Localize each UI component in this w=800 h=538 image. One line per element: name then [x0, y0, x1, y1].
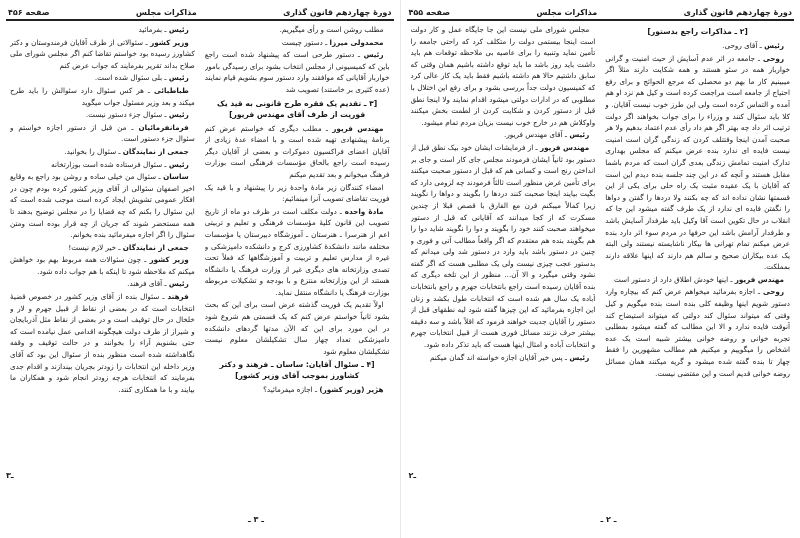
- speech-text: ـ بلی سئوال شده است.: [94, 73, 167, 83]
- page-number: صفحه ۴۵۵: [408, 8, 451, 17]
- transcript-paragraph: [205, 299, 390, 357]
- speech-text: ـ سئوال جزء دستور نیست.: [85, 110, 167, 120]
- section-heading: [۲ ـ مذاکرات راجع بدستور]: [647, 27, 748, 36]
- speech-text: ـ دستور طرحی است که پیشنهاد شده است راجع باین که کمیسیونی از مجلس انتخاب بشود برای رسیدگی بامور خواربار آقایانی که موافقند وارد دستور سوم بشویم قیام نمایند (عده کثیری بر خاستند) تصویب شد: [204, 50, 390, 94]
- speech-text: ـ آقای فرهند.: [127, 279, 167, 289]
- transcript-paragraph: [411, 352, 596, 364]
- page-number: صفحه ۴۵۶: [8, 8, 50, 17]
- transcript-paragraph: [205, 24, 390, 36]
- running-title: مذاکرات مجلس: [135, 8, 197, 17]
- transcript-paragraph: [10, 159, 195, 171]
- transcript-paragraph: [10, 146, 195, 158]
- transcript-paragraph: [10, 122, 195, 145]
- transcript-paragraph: [10, 171, 195, 241]
- header-rule: [407, 19, 795, 21]
- speech-text: ـ دولت مکلف است در ظرف دو ماه از تاریخ تصویب این قانون کلیهٔ مؤسسات فرهنگی و تعلیم و تربیتی اعم از هنرسرا ـ هنرستان ـ آموزشگاه دبیرستان یا مؤسسات مختلفه مانند دانشکدهٔ کشاورزی کرج و دانشکده دامپزشکی و غیره از مدارس تعلیم و تربیت و آموزشگاهها که فعلاً تحت تصدی وزارتخانه های دیگری غیر از وزارت فرهنگ یا دانشگاه هستند از این وزارتخانه منتزع و با بودجه و تشکیلات مربوطه بوزارت فرهنگ یا دانشگاه منتقل نماید.: [204, 206, 390, 297]
- left-column: [10, 24, 195, 518]
- transcript-paragraph: [605, 40, 790, 52]
- running-title: مذاکرات مجلس: [536, 8, 598, 17]
- speaker-name: رئیس: [168, 159, 189, 169]
- speaker-name: رئیس: [168, 73, 189, 83]
- transcript-paragraph: [205, 182, 390, 205]
- transcript-paragraph: [205, 123, 390, 181]
- speaker-name: رئیس: [168, 279, 189, 289]
- speech-text: ـ سئوال بنده از آقای وزیر کشور در خصوص قضیهٔ انتخابات است که در بعضی از نقاط از قبیل جهرم و لار و خلخال در حال توقیف است و در بعضی از نقاط مثل آذربایجان و شیراز از طرف دولت هیچگونه اقدامی عمل نیامده است که حتی بشنویم آراء را بخوانند و در حالت توقیف و وقفه نگاهداشته شده است منظور بنده از سئوال این بود که آقای وزیر داخله این انتخابات را زودتر بجریان بیندازند و اقدام جدی بفرمایند که انتخابات هرچه زودتر انجام شود و همکاران ما بیایند و با ما همکاری کنند.: [10, 292, 195, 394]
- transcript-paragraph: [605, 274, 790, 286]
- transcript-paragraph: [205, 49, 390, 95]
- speech-text: ـ سئوال فرستاده شده است بوزارتخانه: [51, 159, 167, 169]
- session-title: دورهٔ چهاردهم قانون گذاری: [283, 8, 392, 17]
- section-heading: [۴ ـ سئوال آقایان: ساسان ـ فرهند و دکتر کشاورز بموجب آقای وزیر کشور]: [219, 360, 375, 381]
- speaker-name: رئیس: [569, 130, 590, 140]
- speech-text: ـ بفرمائید: [138, 25, 167, 34]
- header-rule: [6, 19, 394, 21]
- speaker-name: رئیس: [363, 50, 384, 60]
- transcript-paragraph: [10, 291, 195, 395]
- transcript-paragraph: [10, 109, 195, 121]
- speaker-name: رئیس: [569, 352, 590, 362]
- speech-text: ـ جامعه در اثر عدم آسایش از حیث امنیت و گرانی خواربار همه در سئو هستند و همه شکایت دارند مثلاً اگر میبینیم کار ما بهم دو محصلی که مرجع الحوائج و برای رفع احتیاج از جامعه است مراجعت کرده است و کیل هم نزد او هم آمده و التماس کرده است ولی این طرز خوب نیست آقایان. و کلا باید سئوال کنند و وزراء را برای جواب بخواهند اگر دولت ترتیب اثر داد چه بهتر اگر هم داد رأی عدم اعتماد بدهیم ولا هر صحبت آمدن اینجا وقتتلف کردن که زندگی گران است امنیت نیست فایده ای ندارد بنده عرض میکنم که مجلس بهداری تدارک امنیت تمامش زندگی بعدی گران است که مردم باشما مقابل هستند و آنچه که در این چند جلسه بنده دیدم این است که آقایان با یک عقیده مثبت یک راه حلی برای یکی از این قسمتها نشان نداده اند که چه بکنند ولا دردها را گفتن و دواها را نگفتن فایده ای ندارد از یک طرف گفته میشود این جا که انقلاب در حال تکوین است آقا وکیل باید طرفدار آسایش باشد و طرفدار آرامش باشد این حرفها در مردم سوء اثر دارد بنده عرض میکنم تمام تهرانی ها بیکار ناشایسته نیستند ولی البته یک عده بیکاران صحیح و سالم هم دارند که اینها علاقه دارند بمملکت.: [605, 53, 790, 272]
- speech-text: ـ از فرمایشات ایشان خود بیک نطق قبل از دستور بود ثانیاً ایشان فرمودند مجلس جای کار است و جای بر انداختن رنج است و کسانی هم که قبل از دستور صحبت میکنند برای تأمین غرض منظور است ثالثاً فرمودند چه لزومی دارد که بگیت بیایند اینجا صحبت کنند دردها را بگویند و دواها را نگویند زیرا کمالاً میبکنم قرن مع الفارق با قصص قبلا از چندین مسکرت که از کجا میدانند که آقایانی که قبل از دستور میخواهند صحبت کنند خود را بگویند و دوا را نگویند شاید دوا را هم بگویند بنده هم معتقدم که اگر واقعاً مطالب آتی و فوری و چنین در دستور باشد باید وارد در دستور شد ولی میدانم که بدستور عجب چیزی نیست ولی یک مطلبی هست که اگر گفته نشود وقتی میگیرد و الا آن... منظور از این تلخه دیگری که بنده آقایان رسیده است راجع بانتخابات جهرم و راجع بانتخابات آباده یک سال هم شده است که انتخابات طول بکشد و زنان این اجازه بفرمائید که این چیزها گفته شود لیه نطقهای قبل از دستور را آقایان جدیت خواهند فرمود که اقلاً باشد و سه دقیقه بیشتر حرف نزنند مسائل فوری هست از قبیل انتخابات جهرم و انتخابات آباده و امثال اینها هست که باید تذکر داده شود.: [410, 142, 596, 350]
- session-title: دورهٔ چهاردهم قانون گذاری: [683, 8, 792, 17]
- speaker-name: محمدولی میرزا: [329, 37, 384, 47]
- speaker-name: مهندس فریور: [734, 274, 784, 284]
- speaker-name: طباطبائی: [153, 85, 189, 95]
- speaker-name: رئیس: [168, 25, 189, 34]
- speech-text: ـ اجازه بفرمائید میخواهم عرض کنم که بیچاره وارد دستور شویم اینها وظیفه کلی بنده است بنده میگویم و کیل وقتی که میتواند سئوال کند دولتی که میتواند استیضاح کند آنوقت فایده ندارد و الا این مطالب که گفته میشود بمطلبی تجربه خوانی و روضه خوانی بیشتر شبیه است یک عده اشخاص را میگوییم و میکنیم هم مطالب مشهورین را فقط چهار تا بنده گفته شده میشود و گریه میکنند همان مسائل روضه خوانی قدیم است و این مقتضی نیست.: [605, 287, 790, 378]
- left-page-header: [8, 3, 392, 17]
- transcript-paragraph: [605, 53, 790, 273]
- transcript-paragraph: [10, 72, 195, 84]
- speaker-name: روحی: [762, 287, 784, 297]
- speech-text: مجلس شورای ملی نیست این جا جایگاه عمل و کار دولت است اینجا بیستمی دولت را متکلف کرد که راحتی جامعه را تأمین نماید وتنبیه را برای عاصیه بی ملاحظه توقعات هم باید داشت باید روز باشد ما باید توقع داشته باشیم همان وقتی که سابق داشتیم حالا هم داشته باشیم فقط باید یک کار عالی کرد که کمیسیون دولت جداً بررسی بشود و برای رفع این اختلال با مطلوبی که در ادارات دولتی میشود اقدام نمایند ولا اینجا نطق قبل از دستور کردن و شکایت کردن از لطمت بخش میکنند واوکلاش هم در خارج خوب نیست بزیان مردم تمام میشود.: [410, 25, 596, 127]
- speaker-name: هژیر (وزیر کشور): [319, 385, 384, 395]
- transcript-paragraph: [10, 242, 195, 254]
- transcript-paragraph: [10, 254, 195, 277]
- transcript-paragraph: [411, 24, 596, 128]
- speaker-name: مهندس فریور: [332, 123, 384, 133]
- transcript-paragraph: [205, 37, 390, 49]
- right-page-header: [409, 3, 793, 17]
- speaker-name: فرمانفرمائیان: [138, 122, 189, 132]
- speech-text: ـ اینها خودش اطلاق دارد از دستور است: [613, 274, 733, 284]
- section-heading: [۳ ـ تقدیم یک فقره طرح قانونی به قید یک فوریت از طرف آقای مهندس فریور]: [217, 98, 378, 119]
- transcript-paragraph: [10, 24, 195, 36]
- speech-text: مطلب روشن است و رأی میگیریم.: [279, 25, 384, 34]
- speech-text: ـ مطلب دیگری که خواستم عرض کنم برنامهٔ پیشنهادی تهیه شده است و با امضاء عدهٔ زیادی از آقایان اعضای فراکسیون دموکرات و بعضی از آقایان دیگر رسیده است راجع بالحاق مؤسسات فرهنگی است بوزارت فرهنگ میخوانم و بعد تقدیم میکنم: [204, 123, 390, 179]
- speech-text: ـ دستور چیست: [281, 37, 328, 47]
- speech-text: ـ خیر لازم نیست!: [68, 242, 121, 252]
- right-page: [401, 0, 800, 538]
- speaker-name: ساسان: [163, 172, 189, 182]
- speech-text: ـ پس خیر آقایان اجازه خواسته اند گمان میکنم: [429, 352, 568, 362]
- speech-text: امضاء کنندگان زیر مادهٔ واحدهٔ زیر را پیشنهاد و با قید یک فوریت تقاضای تصویب آنرا مینمائیم:: [204, 182, 390, 204]
- transcript-paragraph: [10, 278, 195, 290]
- speech-text: ـ اجازه میفرمائید؟: [263, 385, 318, 395]
- speaker-name: مادهٔ واحده: [344, 206, 384, 216]
- speech-text: ـ چون سئوالات همه مربوط بهم بود خواهش میکنم که ملاحظه شود تا اینکه با هم جواب داده شود.: [10, 255, 195, 276]
- margin-mark: ـ۲: [408, 471, 417, 480]
- right-column: [205, 24, 390, 518]
- speaker-name: رئیس: [764, 41, 784, 50]
- speaker-name: جمعی از نمایندگان: [122, 146, 189, 156]
- speaker-name: روحی: [762, 53, 784, 63]
- speaker-name: فرهند: [167, 292, 189, 302]
- transcript-paragraph: [411, 129, 596, 141]
- speaker-name: وزیر کشور: [149, 255, 189, 265]
- margin-mark: ـ۳: [6, 471, 14, 480]
- speech-text: ـ سئوال من خیلی ساده و روشن بود راجع به وقایع اخیر اصفهان سئوالی از آقای وزیر کشور کرده بودم چون در افکار عمومی تشویش ایجاد کرده است موجب شده است که این سئوال را بکنم که چه قضایا را در مجلس توضیح بدهند تا همه مستحضر شوند که جریان از چه قرار بوده است ومتن سئوال را اگر اجازه میفرمائید بنده بخوانم.: [10, 172, 195, 240]
- right-column: [605, 24, 790, 518]
- transcript-paragraph: [205, 206, 390, 299]
- speech-text: اولاً تقدیم یک فوریت گذشته عرض است برای این که بحث بشود ثانیاً خواستم عرض کنم که یک قسمتی هم شروع شود در این مورد برای این که الآن مدتها گردهای دانشکده دامپزشکی تعداد چهار سال تشکیلشان معلوم نیست تشکیلشان معلوم شود: [204, 300, 390, 356]
- speaker-name: رئیس: [168, 110, 189, 120]
- speaker-name: مهندس فریور: [539, 142, 590, 152]
- transcript-paragraph: [205, 384, 390, 396]
- speech-text: ـ سئوال را بخوانید.: [64, 146, 121, 156]
- transcript-paragraph: [10, 85, 195, 108]
- transcript-paragraph: [10, 37, 195, 72]
- speech-text: ـ من قبل از دستور اجازه خواستم و سئوال جزء دستور است.: [10, 122, 195, 144]
- page-footer-mark: ـ ۳ ـ: [248, 515, 264, 524]
- speaker-name: وزیر کشور: [150, 37, 189, 47]
- speaker-name: جمعی از نمایندگان: [122, 242, 189, 252]
- left-page-columns: [10, 24, 390, 518]
- speech-text: ـ سئوالاتی از طرف آقایان فرمندوستان و دکتر کشاورز رسیده بود خواستم تقاضا کنم اگر مجلس شورای ملی صلاح بداند تقریر بفرمایند که جواب عرض کنم: [10, 37, 195, 70]
- speech-text: ـ آقای روحی.: [722, 41, 762, 50]
- speech-text: ـ هر کس سئوال دارد سئوالش را باید طرح میکند و بعد وزیر مسئول جواب میگوید: [10, 85, 195, 107]
- transcript-paragraph: [605, 286, 790, 379]
- speech-text: ـ آقای مهندس فریور.: [504, 130, 568, 140]
- page-footer-mark: ـ ۲ ـ: [600, 515, 617, 524]
- transcript-paragraph: [411, 142, 596, 351]
- right-page-columns: [408, 24, 791, 518]
- left-column: [408, 24, 596, 518]
